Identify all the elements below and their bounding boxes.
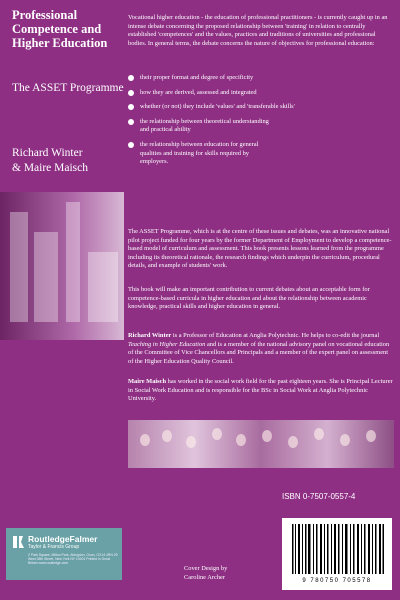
cover-design-credit: Cover Design by Caroline Archer <box>184 565 228 581</box>
isbn: ISBN 0-7507-0557-4 <box>282 492 356 501</box>
author-name: Richard Winter <box>128 332 172 339</box>
bullet-icon <box>128 90 134 96</box>
barcode-box <box>282 518 392 590</box>
author-bio-maisch: Maire Maisch has worked in the social work field for the past eighteen years. She is Principal Lecturer in Social Work Education and is responsible for the BSc in Social Work at Anglia Polytechnic University. <box>128 378 393 403</box>
publisher-group: Taylor & Francis Group <box>28 544 80 550</box>
group-photo <box>128 420 394 468</box>
publisher-logo-icon <box>11 534 25 550</box>
barcode-icon <box>292 524 384 574</box>
book-subtitle: The ASSET Programme <box>12 82 124 94</box>
author-name: Maire Maisch <box>128 378 167 385</box>
blurb-asset-programme: The ASSET Programme, which is at the centre of these issues and debates, was an innovative national pilot project funded for four years by the former Department of Employment to develop a competence-based model of curriculum and assessment. This book presents lessons learned from the programme including its theoretical rationale, the research findings which underpin the curriculum, procedural details, and example of students' work. <box>128 228 392 270</box>
list-item: the relationship between theoretical understanding and practical ability <box>128 118 394 135</box>
author-bio-winter: Richard Winter is a Professor of Education at Anglia Polytechnic. He helps to co-edit the journal Teaching in Higher Education and is a member of the national advisory panel on vocational education of the Committee of Vice Chancellors and Principals and a member of the expert panel on assessment of the Higher Education Quality Council. <box>128 332 390 365</box>
blurb-intro: Vocational higher education - the education of professional practitioners - is currently caught up in an intense debate concerning the proposed relationship between 'training' in relation to centrally established 'competences' and the values, practices and traditions of universities and professional bodies. In general terms, the debate concerns the nature of objectives for professional education: <box>128 14 388 47</box>
barcode-number: 9 780750 705578 <box>302 578 372 584</box>
bullet-icon <box>128 104 134 110</box>
author-line-2: & Maire Maisch <box>12 162 89 174</box>
journal-title: Teaching in Higher Education <box>128 340 206 348</box>
bullet-icon <box>128 119 134 125</box>
publisher-name: RoutledgeFalmer <box>28 534 98 544</box>
blurb-contribution: This book will make an important contribution to current debates about an acceptable form for competence-based curricula in higher education and about the relationship between academic knowledge, practical skills and higher education in general. <box>128 286 370 311</box>
publisher-address: 2 Park Square, Milton Park, Abingdon, Oxon, OX14 4RN 29 West 35th Street, New York NY 10001 Printed in Great Britain www.routledge.com <box>28 553 118 566</box>
bullet-icon <box>128 75 134 81</box>
list-item: how they are derived, assessed and integrated <box>128 89 394 98</box>
cover-photo <box>0 192 124 340</box>
left-column <box>0 0 124 600</box>
book-title: Professional Competence and Higher Education <box>12 8 108 50</box>
author-line-1: Richard Winter <box>12 147 83 159</box>
list-item: the relationship between education for general qualities and training for skills required by employers. <box>128 141 394 167</box>
list-item: their proper format and degree of specificity <box>128 74 394 83</box>
list-item: whether (or not) they include 'values' and 'transferable skills' <box>128 103 394 112</box>
right-column <box>128 0 394 600</box>
bullet-icon <box>128 142 134 148</box>
book-authors <box>12 146 127 176</box>
objectives-list <box>128 74 394 173</box>
publisher-box <box>6 528 122 580</box>
